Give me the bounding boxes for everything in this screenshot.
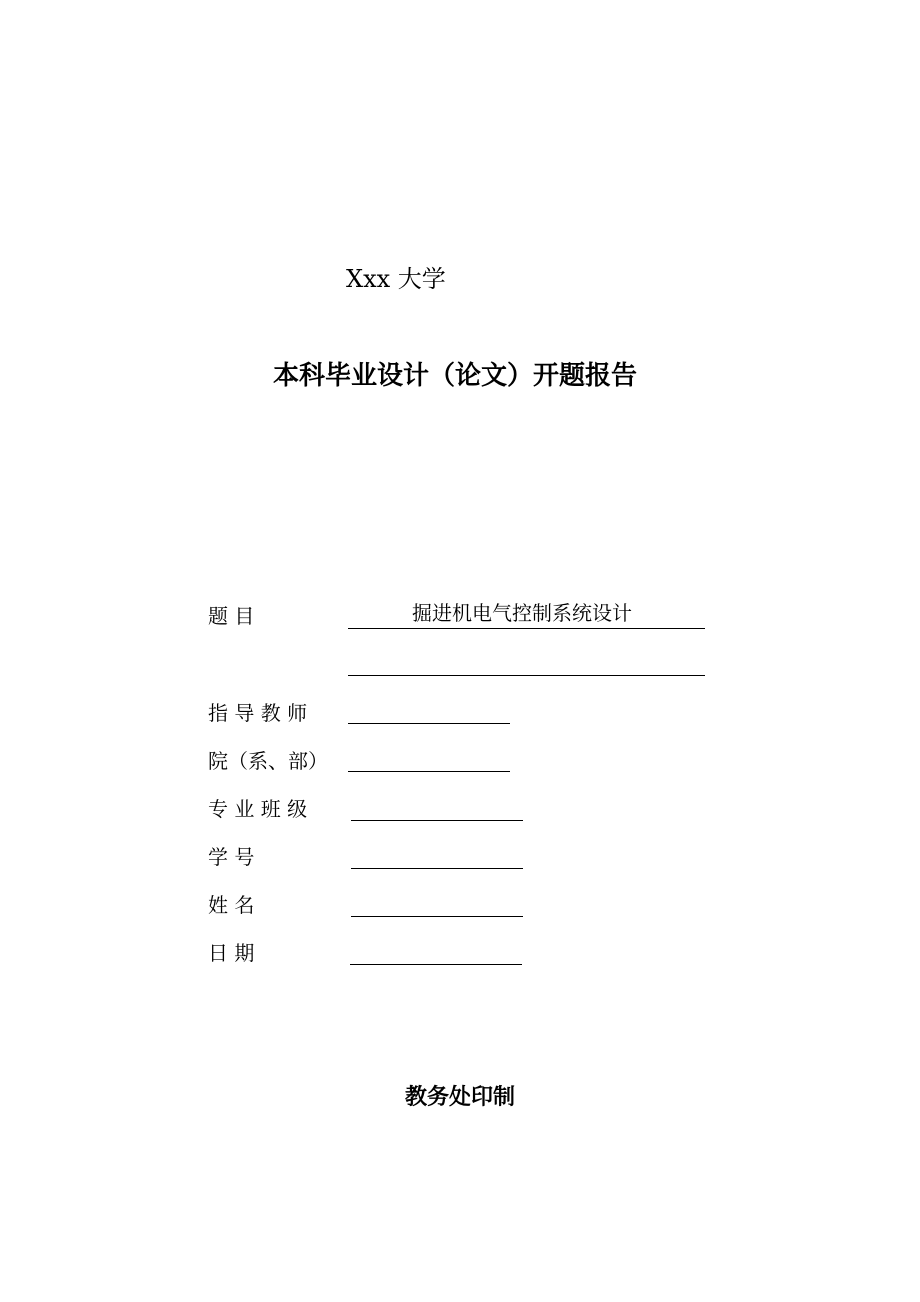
advisor-label-char: 教	[260, 701, 281, 725]
date-label-char: 日	[208, 941, 228, 965]
topic-label	[208, 602, 326, 630]
major-class-label-char: 专	[208, 797, 228, 821]
topic-value: 掘进机电气控制系统设计	[412, 601, 632, 625]
student-id-label	[208, 843, 326, 871]
name-label	[208, 891, 326, 919]
major-class-label	[208, 795, 326, 823]
date-label-char: 期	[234, 941, 255, 965]
department-label	[208, 747, 326, 775]
name-label-char: 姓	[208, 893, 228, 917]
topic-label-char: 题	[208, 604, 228, 628]
student-id-field[interactable]	[351, 840, 523, 869]
name-label-char: 名	[234, 893, 255, 917]
advisor-label-char: 导	[234, 701, 255, 725]
student-id-label-char: 学	[208, 845, 228, 869]
issuer-footer: 教务处印制	[404, 1085, 515, 1110]
major-class-label-char: 班	[260, 797, 281, 821]
student-id-label-char: 号	[234, 845, 255, 869]
date-label	[208, 939, 326, 967]
report-title: 本科毕业设计（论文）开题报告	[272, 361, 637, 391]
advisor-field[interactable]	[348, 695, 510, 724]
topic-field-line-2[interactable]	[348, 647, 705, 676]
university-name: Xxx 大学	[346, 265, 446, 293]
advisor-label-char: 指	[208, 701, 228, 725]
advisor-label	[208, 699, 326, 727]
advisor-label-char: 师	[287, 701, 308, 725]
name-field[interactable]	[351, 888, 523, 917]
major-class-label-char: 业	[234, 797, 255, 821]
department-field[interactable]	[348, 743, 510, 772]
topic-field[interactable]	[348, 600, 705, 629]
date-field[interactable]	[350, 936, 522, 965]
major-class-field[interactable]	[351, 792, 523, 821]
topic-label-char: 目	[234, 604, 255, 628]
major-class-label-char: 级	[287, 797, 308, 821]
department-label-text: 院（系、部）	[208, 749, 328, 773]
